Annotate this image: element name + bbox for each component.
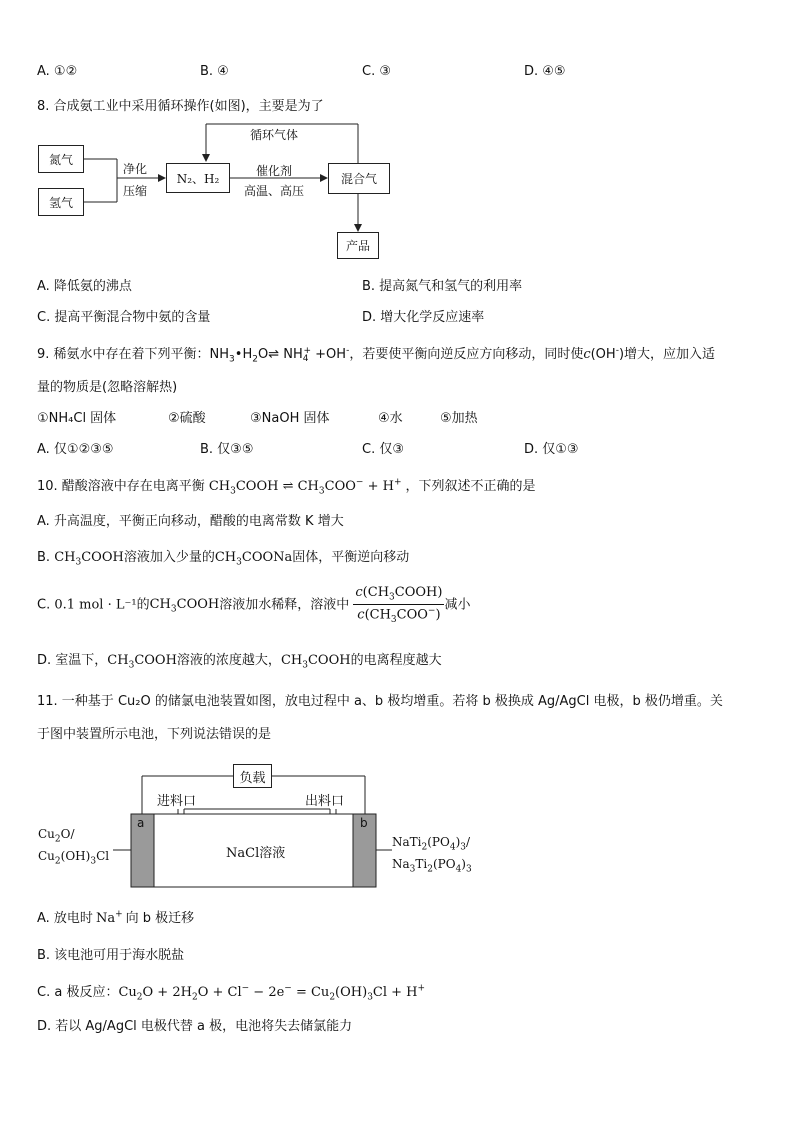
electrode-a-label: a <box>137 816 145 830</box>
load-box: 负载 <box>233 764 272 788</box>
q9-item-4: ④水 <box>378 411 403 426</box>
q9-option-a: A. 仅①②③⑤ <box>37 442 114 457</box>
solution-label: NaCl溶液 <box>226 846 286 861</box>
q8-stem: 8. 合成氨工业中采用循环操作(如图)，主要是为了 <box>37 99 324 114</box>
conditions-label: 高温、高压 <box>244 184 305 198</box>
catalyst-label: 催化剂 <box>256 164 293 178</box>
q7-option-b: B. ④ <box>200 64 229 79</box>
q10-equilibrium: $CH_3COOH$ ⇌ $CH_3COO^- + H^+$ <box>208 477 402 497</box>
hydrogen-box: 氢气 <box>38 188 84 216</box>
q9-stem: 9. 稀氨水中存在着下列平衡：$NH_3•H_2O\rightleftharpoons$ $NH_4^+ +OH^-$，若要使平衡向逆反应方向移动，同时使c(OH-)增大，应加入适 <box>37 345 716 365</box>
reactants-box: N₂、H₂ <box>166 163 230 193</box>
q7-option-d: D. ④⑤ <box>524 64 566 79</box>
q10-option-c: C. 0.1 mol · L⁻¹的$CH_3COOH$溶液加水稀释，溶液中 $\frac{c(CH_3COOH)}{c(CH_3COO^-)}$ 减小 <box>37 585 471 625</box>
q9-equilibrium: $NH_3•H_2O\rightleftharpoons$ $NH_4^+ +OH^-$ <box>209 345 350 365</box>
product-box: 产品 <box>337 232 379 259</box>
q9-hydroxide-conc: c(OH-) <box>583 345 625 362</box>
q8-option-b: B. 提高氮气和氢气的利用率 <box>362 279 523 294</box>
inlet-label: 进料口 <box>157 794 197 809</box>
compress-label: 压缩 <box>123 184 148 198</box>
electrode-b-material: $NaTi_2(PO_4)_3/$ $Na_3Ti_2(PO_4)_3$ <box>392 835 472 875</box>
recycle-label: 循环气体 <box>250 128 299 142</box>
q9-item-1: ①NH₄Cl 固体 <box>37 411 117 426</box>
q7-option-c: C. ③ <box>362 64 391 79</box>
q9-item-3: ③NaOH 固体 <box>250 411 330 426</box>
q9-option-c: C. 仅③ <box>362 442 404 457</box>
q7-option-a: A. ①② <box>37 64 78 79</box>
nitrogen-box: 氮气 <box>38 145 84 173</box>
q10-ratio-fraction: $\frac{c(CH_3COOH)}{c(CH_3COO^-)}$ <box>355 585 443 625</box>
q10-option-b: B. $CH_3COOH$溶液加入少量的$CH_3COONa$固体，平衡逆向移动 <box>37 550 410 568</box>
q9-item-5: ⑤加热 <box>440 411 478 426</box>
q9-stem-line2: 量的物质是(忽略溶解热) <box>37 380 178 395</box>
q11-option-c: C. a 极反应：$Cu_2O + 2H_2O + Cl^- - 2e^- = Cu_2(OH)_3Cl + H^+$ <box>37 983 426 1003</box>
electrode-b-label: b <box>360 816 368 830</box>
mixture-box: 混合气 <box>328 163 390 194</box>
q8-flow-diagram <box>0 0 793 270</box>
q8-option-a: A. 降低氨的沸点 <box>37 279 132 294</box>
q8-option-d: D. 增大化学反应速率 <box>362 310 485 325</box>
q10-option-a: A. 升高温度，平衡正向移动，醋酸的电离常数 K 增大 <box>37 514 344 529</box>
q9-option-d: D. 仅①③ <box>524 442 579 457</box>
q10-option-d: D. 室温下，$CH_3COOH$溶液的浓度越大，$CH_3COOH$的电离程度越大 <box>37 653 442 671</box>
q8-option-c: C. 提高平衡混合物中氨的含量 <box>37 310 211 325</box>
outlet-label: 出料口 <box>305 794 345 809</box>
q11-option-b: B. 该电池可用于海水脱盐 <box>37 948 185 963</box>
q11-option-a: A. 放电时 Na+ 向 b 极迁移 <box>37 909 195 926</box>
q11-option-d: D. 若以 Ag/AgCl 电极代替 a 极，电池将失去储氯能力 <box>37 1019 353 1034</box>
q10-stem: 10. 醋酸溶液中存在电离平衡 $CH_3COOH$ ⇌ $CH_3COO^- + H^+$ ，下列叙述不正确的是 <box>37 477 536 497</box>
q9-item-2: ②硫酸 <box>168 411 206 426</box>
q11-stem-line2: 于图中装置所示电池，下列说法错误的是 <box>37 727 272 742</box>
q11-stem-line1: 11. 一种基于 Cu₂O 的储氯电池装置如图，放电过程中 a、b 极均增重。若将 b 极换成 Ag/AgCl 电极，b 极仍增重。关 <box>37 694 723 709</box>
electrode-a-material: $Cu_2O/$ $Cu_2(OH)_3Cl$ <box>38 827 110 867</box>
q9-option-b: B. 仅③⑤ <box>200 442 254 457</box>
purify-label: 净化 <box>123 162 148 176</box>
